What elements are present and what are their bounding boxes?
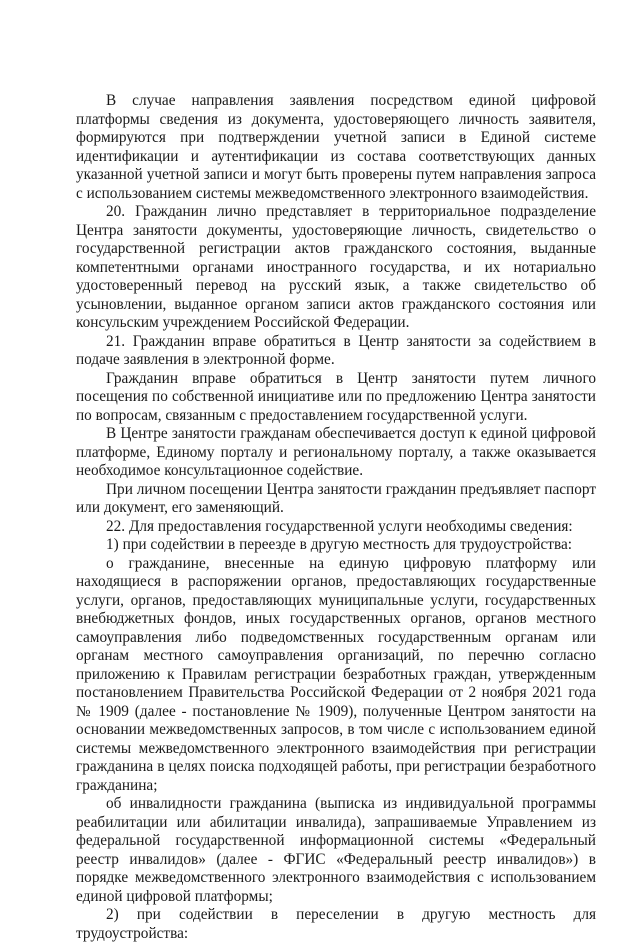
sub-item-disability: об инвалидности гражданина (выписка из индивидуальной программы реабилитации или абилитации инвалида), запрашиваемые Управлением из федеральной государственной информационной системы «Федеральный реестр инвалидов» (далее - ФГИС «Федеральный реестр инвалидов») в порядке межведомственного электронного взаимодействия с использованием единой цифровой платформы; [76, 795, 596, 905]
paragraph-1: В случае направления заявления посредством единой цифровой платформы сведения из документа, удостоверяющего личность заявителя, формируются при подтверждении учетной записи в Единой системе идентификации и аутентификации из состава соответствующих данных указанной учетной записи и могут быть проверены путем направления запроса с использованием системы межведомственного электронного взаимодействия. [76, 92, 596, 202]
paragraph-22: 22. Для предоставления государственной услуги необходимы сведения: [106, 517, 573, 535]
paragraph-access: В Центре занятости гражданам обеспечивается доступ к единой цифровой платформе, Единому порталу и региональному порталу, а также оказывается необходимое консультационное содействие. [76, 425, 596, 479]
list-item-1: 1) при содействии в переезде в другую местность для трудоустройства: [106, 536, 573, 553]
paragraph-personal-visit: Гражданин вправе обратиться в Центр занятости путем личного посещения по собственной инициативе или по предложению Центра занятости по вопросам, связанным с предоставлением государственной услуги. [76, 369, 596, 424]
paragraph-21: 21. Гражданин вправе обратиться в Центр занятости за содействием в подаче заявления в электронной форме. [76, 332, 596, 368]
paragraph-20: 20. Гражданин лично представляет в территориальное подразделение Центра занятости документы, удостоверяющие личность, свидетельство о государственной регистрации актов гражданского состояния, выданные компетентными органами иностранного государства, и их нотариально удостоверенный перевод на русский язык, а также свидетельство об усыновлении, выданное органом записи актов гражданского состояния или консульским учреждением Российской Федерации. [76, 203, 596, 331]
document-page [76, 92, 596, 943]
sub-item-citizen: о гражданине, внесенные на единую цифровую платформу или находящиеся в распоряжении органов, предоставляющих государственные услуги, органов, предоставляющих муниципальные услуги, государственных внебюджетных фондов, иных государственных органов, органов местного самоуправления либо подведомственных государственным органам или органам местного самоуправления организаций, по перечню согласно приложению к Правилам регистрации безработных граждан, утвержденным постановлением Правительства Российской Федерации от 2 ноября 2021 года № 1909 (далее - постановление № 1909), полученные Центром занятости на основании межведомственных запросов, в том числе с использованием единой системы межведомственного электронного взаимодействия при регистрации гражданина в целях поиска подходящей работы, при регистрации безработного гражданина; [76, 554, 596, 794]
list-item-2: 2) при содействии в переселении в другую местность для трудоустройства: [76, 906, 596, 942]
paragraph-passport: При личном посещении Центра занятости гражданин предъявляет паспорт или документ, его заменяющий. [76, 480, 596, 516]
